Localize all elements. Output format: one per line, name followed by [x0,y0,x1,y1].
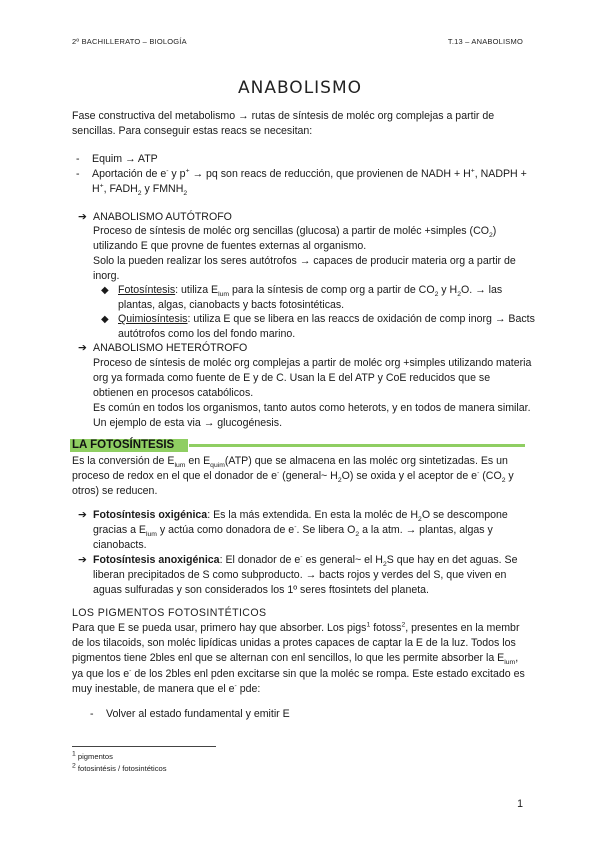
autotrofo-paragraph-2: Solo la pueden realizar los seres autótrofos → capaces de producir materia org a partir de inorg. [93,255,516,283]
oxigenica-item [78,508,538,554]
pigments-list-text: Volver al estado fundamental y emitir E [106,708,290,720]
requirement-text: Aportación de e- y p+ → pq son reacs de reducción, que provienen de NADH + H+, NADPH + H+, $FADH_2$ y $FMNH_2$ [92,167,527,198]
header-course: 2º BACHILLERATO – BIOLOGÍA [72,37,187,46]
quimiosintesis-text: Quimiosíntesis: utiliza E que se libera en las reaccs de oxidación de comp inorg → Bacts autótrofos como los del fondo marino. [118,313,535,341]
autotrofo-heading: ANABOLISMO AUTÓTROFO [93,211,232,223]
footnote-1: $^1$ pigmentos [72,750,113,761]
arrow-bullet-icon: ➔ [78,211,87,223]
section-rule [189,444,525,447]
oxigenica-text: Fotosíntesis oxigénica: Es la más extendida. En esta la moléc de $H_2O$ se descompone gracias a $E_{lum}$ y actúa como donadora de e-. Se libera $O_2$ a la atm. → plantas, algas y cianobacts. [93,509,508,552]
arrow-bullet-icon: ➔ [78,509,87,521]
requirement-item [76,167,531,199]
section-title: LA FOTOSÍNTESIS [72,439,175,451]
diamond-bullet-icon: ◆ [101,314,109,325]
arrow-bullet-icon: ➔ [78,554,87,566]
anoxigenica-text: Fotosíntesis anoxigénica: El donador de e- es general~ el $H_2S$ que hay en det aguas. Se liberan precipitados de S como subproducto. → bacts rojos y verdes del S, que viven en aguas sulfuradas y son considerados los 1º seres ftosintets del planeta. [93,553,518,597]
heterotrofo-paragraph-2: Es común en todos los organismos, tanto autos como heterots, y en todos de manera similar. Un ejemplo de esta via → glucogénesis. [93,402,531,430]
arrow-bullet-icon: ➔ [78,342,87,354]
footnote-2: $^2$ fotosintésis / fotosintéticos [72,762,167,773]
requirement-text: Equim → ATP [92,153,158,165]
dash-bullet: - [90,708,94,720]
page-title: ANABOLISMO [237,78,363,98]
anoxigenica-item [78,553,538,599]
header-topic: T.13 – ANABOLISMO [447,37,523,46]
fotosintesis-definition: Es la conversión de $E_{lum}$ en $E_{quim}(ATP)$ que se almacena en las moléc org sintetizadas. Es un proceso de redox en el que el donador de e- (general~ $H_2O$) se oxida y el aceptor de e- ($CO_2$ y otros) se reducen. [72,455,514,498]
pigments-paragraph: Para que E se pueda usar, primero hay que absorber. Los pigs$^1$ fotoss$^2$, presentes en la membr de los tilacoids, son moléc lipídicas unidas a protes capaces de captar la E de la luz. Todos los pigmentos tiene 2bles enl que se alternan con enl sencillos, lo que les permite absorber la $E_{lum}$, ya que los e- de los 2bles enl pden excitarse sin que la moléc se rompa. Este estado excitado es muy inestable, de manera que el e- pde: [72,621,525,695]
pigments-list-item [90,707,545,723]
quimiosintesis-subitem [101,312,535,342]
section-heading-fotosintesis [70,439,525,452]
autotrofo-paragraph-1: Proceso de síntesis de moléc org sencillas (glucosa) a partir de moléc +simples $(CO_2)$ utilizando E que provne de fuentes externas al organismo. [93,225,497,253]
diamond-bullet-icon: ◆ [101,285,109,296]
dash-bullet: - [76,153,80,165]
heterotrofo-heading: ANABOLISMO HETERÓTROFO [93,342,248,354]
page-number: 1 [517,798,523,810]
heterotrofo-heading-row [78,341,538,357]
fotosintesis-text: Fotosíntesis: utiliza $E_{lum}$ para la síntesis de comp org a partir de $CO_2$ y $H_2O$. → las plantas, algas, cianobacts y bacts fotosintéticas. [118,284,503,312]
fotosintesis-subitem [101,283,531,313]
footnote-separator [72,746,216,747]
heterotrofo-paragraph-1: Proceso de síntesis de moléc org complejas a partir de moléc org +simples utilizando materia org ya formada como fuente de E y de C. Usan la E del ATP y CoE reducidos que se obtienen en procesos catabólicos. [93,357,532,400]
intro-paragraph: Fase constructiva del metabolismo → rutas de síntesis de moléc org complejas a partir de sencillas. Para conseguir estas reacs se necesitan: [72,110,495,138]
pigments-heading: LOS PIGMENTOS FOTOSINTÉTICOS [72,607,267,619]
dash-bullet: - [76,168,80,180]
